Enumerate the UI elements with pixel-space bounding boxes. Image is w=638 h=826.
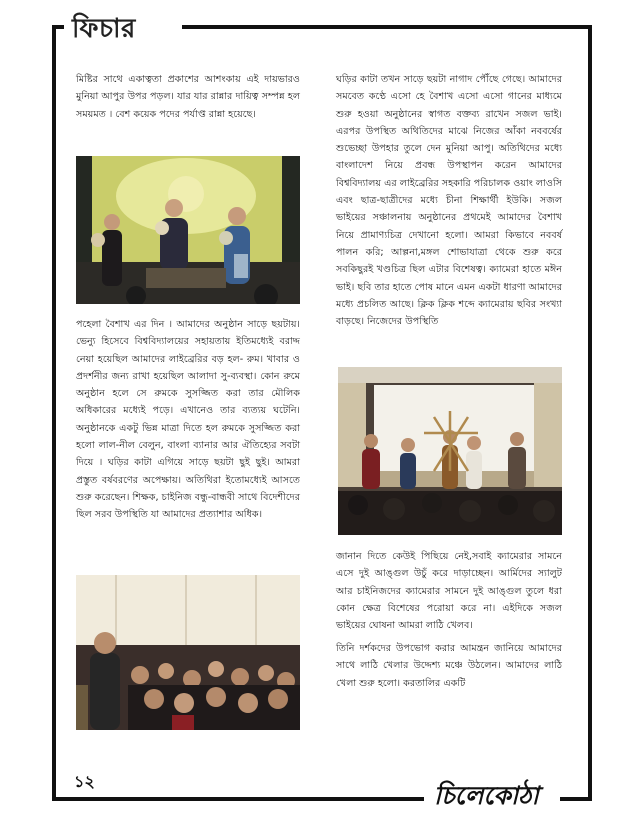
stick-dance-illustration — [338, 367, 562, 535]
left-col-text-top — [76, 71, 300, 123]
paragraph: মিষ্টির সাথে একাত্বতা প্রকাশের আশংকায় এই দায়ভারও মুনিয়া আপুর উপর পড়ল। যার যার রান্নার দায়িত্ব সম্পন্ন হল সময়মত । বেশ কয়েক পদের পর্যাপ্ত রান্না হয়েছে। — [76, 74, 300, 120]
magazine-logo: চিলেকোঠা — [434, 781, 539, 810]
right-col-text-top — [336, 71, 562, 330]
section-title: ফিচার — [72, 14, 136, 44]
photo-stick-dance-stage — [338, 367, 562, 535]
right-col-text-bottom — [336, 640, 562, 692]
photo-stage-gift-presentation — [76, 156, 300, 304]
paragraph: পহেলা বৈশাখ এর দিন । আমাদের অনুষ্ঠান সাড়ে ছয়টায়। ভেন্যু হিসেবে বিশ্ববিদ্যালয়ের সহায়তায় ইতিমধ্যেই বরাদ্দ নেয়া হয়েছিল আমাদের লাইব্রেরির বড় হল- রুম। খাবার ও প্রদর্শনীর জন্য রাখা হয়েছিল আলাদা সু-ব্যবস্থা। কোন রুমে অনুষ্ঠান হলে সে রুমকে সুসজ্জিত করা তার মৌলিক অধিকারের মধ্যেই পড়ে। এখানেও তার ব্যত্যয় ঘটেনি। অনুষ্ঠানকে একটু ভিন্ন মাত্রা দিতে হল রুমকে সুসজ্জিত করা হলো লাল-নীল বেলুন, বাংলা ব্যানার আর ঐতিহ্যের সবটা দিয়ে । ঘড়ির কাটা এগিয়ে সাড়ে ছয়টা ছুই ছুই। আমরা প্রস্তুত বর্ষবরণের অপেক্ষায়। অতিথিরা ইতোমধ্যেই আসতে শুরু করেছেন। শিক্ষক, চাইনিজ বন্ধু-বান্ধবী সাথে বিদেশীদের ছিল সরব উপস্থিতি যা আমাদের প্রত্যাশার অধিক। — [76, 319, 300, 521]
frame-bottom-border — [52, 797, 424, 801]
stage-photo-illustration — [76, 156, 300, 304]
paragraph: ঘড়ির কাটা তখন সাড়ে ছয়টা নাগাদ পৌঁছে গেছে। আমাদের সমবেত কণ্ঠে এসো হে বৈশাখ এসো এসো গানের মাধ্যমে শুরু হওয়া অনুষ্ঠানের স্বাগত বক্তব্য রাখেন সজল ভাই। এরপর উপস্থিত অথিতিদের মাঝে নিজের আঁকা নববর্ষের শুভেচ্ছা উপহার তুলে দেন মুনিয়া আপু। অতিথিদের মধ্যে বাংলাদেশ নিয়ে প্রবন্ধ উপস্থাপন করেন আমাদের বিশ্ববিদ্যালয় এর লাইব্রেরির সহকারি পরিচালক ওয়াং লাওসি এবং ছাত্র-ছাত্রীদের মধ্যে চীনা শিক্ষার্থী ইউকি। সজল ভাইয়ের সঞ্চালনায় অনুষ্ঠানের প্রথমেই আমাদের বৈশাখ নিয়ে প্রামাণ্যচিত্র দেখানো হলো। আমরা কিভাবে নববর্ষ পালন করি; আল্পনা,মঙ্গল শোভাযাত্রা থেকে শুরু করে সবকিছুরই খণ্ডচিত্র ছিল এটার বিশেষত্ব। ক্যামেরা হাতে মঈন ভাই। ছবি তার হাতে পোষ মানে এমন একটা ধারণা আমাদের মধ্যে প্রচলিত আছে। ক্লিক ক্লিক শব্দে ক্যামেরায় ছবির সংখ্যা বাড়ছে। নিজেদের উপস্থিতি — [336, 74, 562, 328]
audience-photo-illustration — [76, 575, 300, 730]
frame-right-border — [588, 25, 592, 797]
right-col-text-middle — [336, 548, 562, 634]
frame-left-border — [52, 25, 56, 801]
photo-audience-hall — [76, 575, 300, 730]
paragraph: জানান দিতে কেউই পিছিয়ে নেই,সবাই ক্যামেরার সামনে এসে দুই আঙ্গুল উচুঁ করে দাড়াচ্ছেন। আর্মিদের স্যালুট আর চাইনিজদের ক্যামেরার সামনে দুই আঙ্গুল তুলে ধরা কোন ক্ষেত্র বিশেষের পরোয়া করে না। এইদিকে সজল ভাইয়ের ঘোষনা আমরা লাঠি খেলব। — [336, 551, 562, 632]
left-col-text-middle — [76, 316, 300, 524]
paragraph: তিনি দর্শকদের উপভোগ করার আমন্ত্রন জানিয়ে আমাদের সাথে লাঠি খেলার উদ্দেশ্য মঞ্চে উঠলেন। আমাদের লাঠি খেলা শুরু হলো। করতালির একটি — [336, 643, 562, 689]
page-number: ১২ — [74, 772, 95, 791]
frame-bottom-border-right — [560, 797, 592, 801]
